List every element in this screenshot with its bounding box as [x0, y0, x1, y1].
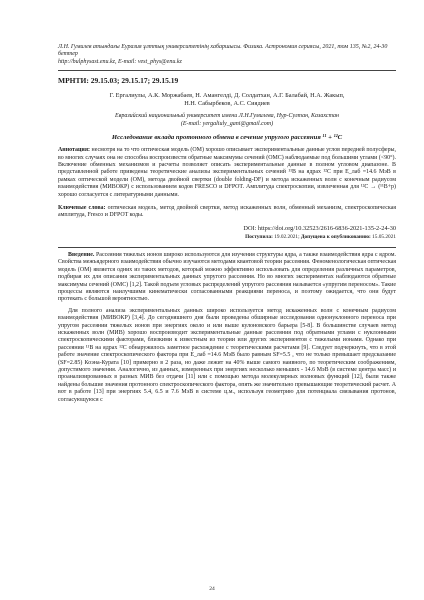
journal-citation: Л.Н. Гумилев атындағы Еуразия ұлттық университетінің хабаршысы. Физика. Астрономия сериясы, 2021, том 135, №2, 24-30 беттер — [58, 44, 388, 58]
authors-line-1: Г. Ергалиулы, А.К. Моржабаев, Н. Амангелді, Д. Солдатхан, А.Г. Балабай, Н.А. Жакып, — [109, 92, 345, 100]
received-date: 19.02.2021 — [274, 233, 299, 240]
journal-contacts: http://bulphysast.enu.kz, E-mail: vest_phys@enu.kz — [58, 58, 182, 65]
authors-line-2: Н.Н. Сабырбеков, А.С. Сиядиев — [184, 99, 270, 107]
abstract — [58, 147, 396, 199]
affiliation-email: (E-mail: yergaliuly_gani@gmail.com) — [180, 120, 274, 127]
abstract-label: Аннотация: — [58, 147, 91, 154]
doi-link[interactable]: DOI: https://doi.org/10.32523/2616-6836-2021-135-2-24-30 — [243, 224, 396, 232]
page-number: 24 — [209, 586, 215, 592]
journal-header — [58, 44, 396, 71]
author-list — [58, 92, 396, 107]
mrnti-codes: МРНТИ: 29.15.03; 29.15.17; 29.15.19 — [58, 76, 179, 86]
intro-text-1: Рассеяния тяжелых ионов широко используются для изучения структуры ядра, а также взаимодействия ядра с ядром. Свойства межъядерного взаимодействия обычно изучаются методами квантовой теории рассеяния. Феноменологическая оптическая модель (ОМ) является одних из таких методов, который можно эффективно использовать для определения различных параметров, подбирая их для описания экспериментальных данных упругого рассеяния. Но во многих экспериментах наблюдаются обратные максимумы сечений (ОМС) [1,2]. Такой подъем угловых распределений упругого рассеяния называется «упругим переносом». Такие процессы являются наилучшими кинематически согласованными реакциями переноса, и поэтому ожидается, что они будут протекать с большой вероятностью. — [58, 251, 396, 303]
submission-dates: Поступила: 19.02.2021; Допущена к опубликованию: 15.05.2021 — [245, 233, 396, 240]
intro-label: Введение. — [68, 251, 95, 258]
keywords-label: Ключевые слова: — [58, 205, 106, 212]
intro-paragraph-2: Для полного анализа экспериментальных данных широко используется метод искаженных волн с конечным радиусом взаимодействия (МИВОКР) [3,4]. До сегодняшнего дня были проведены обширные исследования однонуклонного переноса при упругом рассеянии тяжелых ионов при энергиях около и или выше кулоновского барьера [5-8]. В большинстве случаев метод искаженных волн (МИВ) хорошо воспроизводит экспериментальные данные рассеяния под обратными углами с нуклонными спектроскопическими факторами, близкими к известным из теории или других экспериментов с тяжелыми ионами. Однако при рассеянии ¹¹B на ядрах ¹²C обнаружилось заметное расхождение с теоретическими расчетами [9]. Следует подчеркнуть, что в этой работе значение спектроскопического фактора при E_лаб =14.6 МэВ было равным SF=5.5 , что не только превышает предсказание (SF=2.85) Коэна-Курата [10] примерно в 2 раза, но даже лежит на 40% выше самого наивного, по теоретическим соображениям, допустимого значения. Аналогично, из данных, измеренных при энергиях несколько меньших - 14.6 МэВ (в системе центра масс) и проанализированных в разных МИВ без отдачи [11] или с помощью метода молекулярных волновых функций [12], были также найдены большие значения протонного спектроскопического фактора, опять же значительно превышающие теоретический расчет. А вот в работе [13] при энергиях 5.4, 6.5 и 7.6 МэВ в системе ц.м., используя геометрию для потенциала связывания протонов, согласующуюся с — [58, 307, 396, 403]
received-label: Поступила: — [245, 233, 273, 240]
accepted-label: Допущена к опубликованию: — [300, 233, 371, 240]
affiliation-name: Евразийский национальный университет имени Л.Н.Гумилева, Нур-Султан, Казахстан — [115, 113, 339, 120]
keywords — [58, 205, 396, 220]
intro-paragraph-1 — [58, 252, 396, 304]
accepted-date: 15.05.2021 — [372, 233, 396, 240]
section-divider — [58, 247, 396, 248]
paper-title: Исследование вклада протонного обмена в сечение упругого рассеяния ¹¹ + ¹²C — [111, 134, 343, 142]
keywords-text: оптическая модель, метод двойной свертки, метод искаженных волн, обменный механизм, спектроскопическая амплитуда, Fresco и DFPOT коды. — [58, 205, 396, 219]
abstract-text: несмотря на то что оптическая модель (ОМ) хорошо описывает экспериментальные данные углов передней полусферы, во многих случаях она не способна воспроизвести обратные максимумы сечений (ОМС) наблюдаемые под большими углами (<90°). Включение обменных механизмов и расчеты позволяет описать экспериментальные данные в полном угловом диапазоне. В представленной работе приведены теоретические анализы экспериментальных сечений ¹¹B на ядрах ¹²C при E_лаб =14.6 МэВ в рамках оптической модели (ОМ), метода двойной свертки (double folding-DF) и метода искаженных волн с конечным радиусом взаимодействия (МИВОКР) с использованием кодов FRESCO и DFPOT. Амплитуда спектроскопии, извлеченная для ¹²C → (¹¹B+p) хорошо согласуется с литературными данными. — [58, 147, 397, 198]
affiliation — [58, 113, 396, 128]
